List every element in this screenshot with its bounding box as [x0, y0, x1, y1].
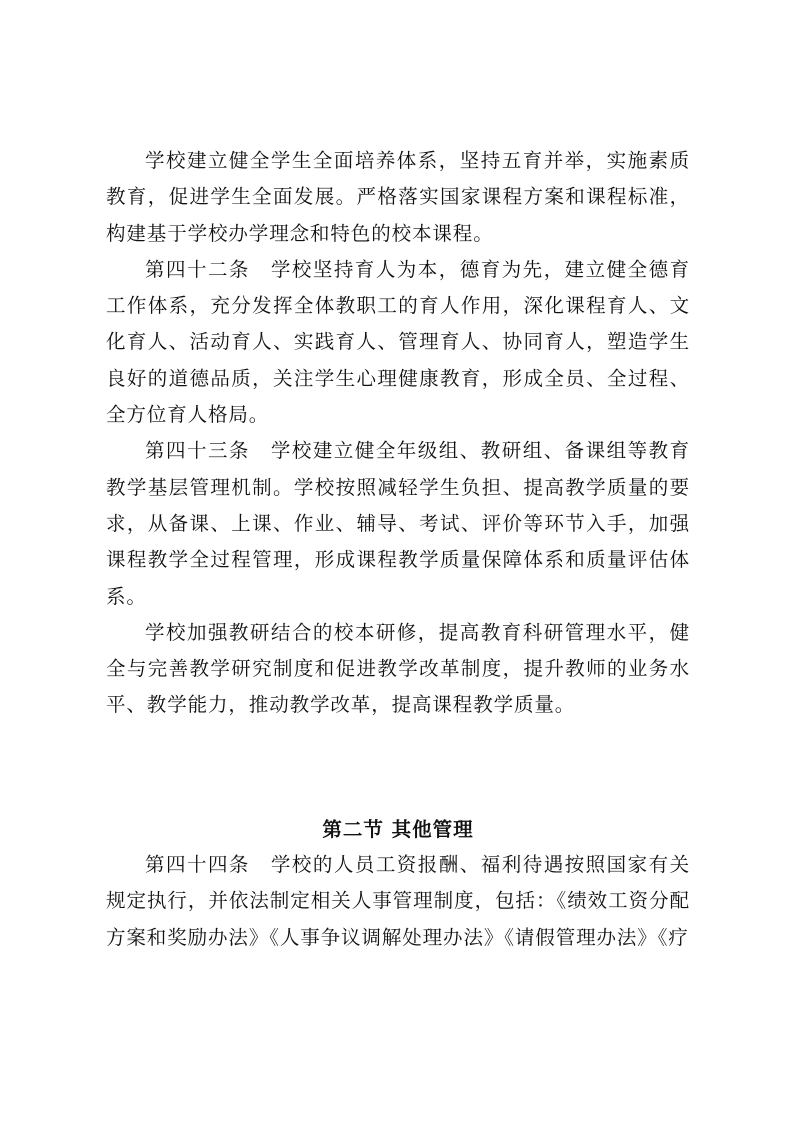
section-title: 第二节 其他管理 — [322, 818, 474, 841]
document-body-bottom — [106, 847, 690, 956]
paragraph-article-42: 第四十二条 学校坚持育人为本，德育为先，建立健全德育工作体系，充分发挥全体教职工的育人作用，深化课程育人、文化育人、活动育人、实践育人、管理育人、协同育人，塑造学生良好的道德品质，关注学生心理健康教育，形成全员、全过程、全方位育人格局。 — [106, 257, 690, 427]
paragraph-curriculum-system: 学校建立健全学生全面培养体系，坚持五育并举，实施素质教育，促进学生全面发展。严格落实国家课程方案和课程标准，构建基于学校办学理念和特色的校本课程。 — [106, 149, 690, 245]
document-body-top — [106, 143, 690, 724]
paragraph-article-44: 第四十四条 学校的人员工资报酬、福利待遇按照国家有关规定执行，并依法制定相关人事管理制度，包括：《绩效工资分配方案和奖励办法》《人事争议调解处理办法》《请假管理办法》《疗 — [106, 853, 690, 949]
paragraph-article-43: 第四十三条 学校建立健全年级组、教研组、备课组等教育教学基层管理机制。学校按照减轻学生负担、提高教学质量的要求，从备课、上课、作业、辅导、考试、评价等环节入手，加强课程教学全过程管理，形成课程教学质量保障体系和质量评估体系。 — [106, 439, 690, 608]
paragraph-school-research: 学校加强教研结合的校本研修，提高教育科研管理水平，健全与完善教学研究制度和促进教学改革制度，提升教师的业务水平、教学能力，推动教学改革，提高课程教学质量。 — [106, 620, 690, 717]
